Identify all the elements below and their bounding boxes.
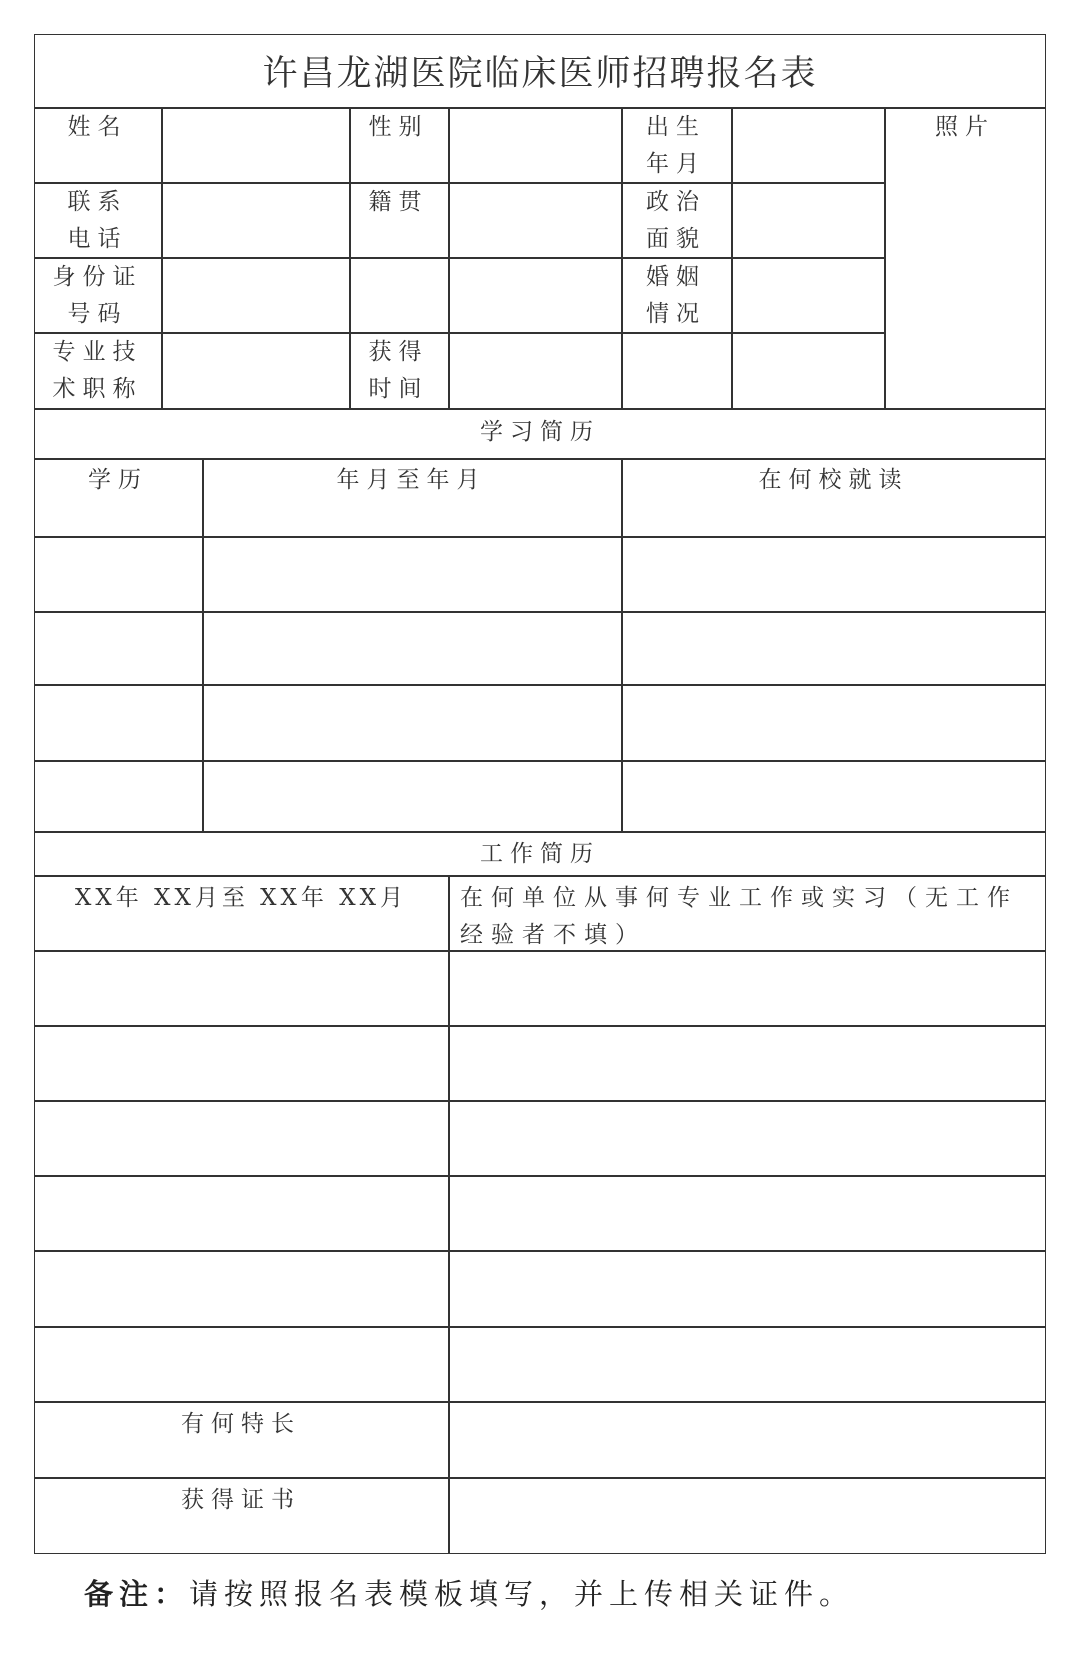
phone-field[interactable]	[162, 183, 349, 257]
form-title: 许昌龙湖医院临床医师招聘报名表	[262, 54, 818, 94]
marital-status-field[interactable]	[733, 258, 884, 332]
obtained-time-label: 获得 时间	[368, 339, 429, 402]
obtained-time-field[interactable]	[450, 333, 621, 408]
gender-field[interactable]	[450, 108, 621, 182]
birth-date-field[interactable]	[733, 108, 884, 182]
photo-field[interactable]	[885, 183, 1046, 408]
note-text: 请按照报名表模板填写，并上传相关证件。	[189, 1577, 855, 1611]
education-row[interactable]	[34, 761, 1046, 831]
certificates-label: 获得证书	[181, 1487, 301, 1513]
professional-title-field[interactable]	[162, 333, 349, 408]
education-school-header: 在何校就读	[758, 467, 909, 493]
work-period-header: XX年 XX月至 XX年 XX月	[75, 885, 407, 911]
registration-form	[34, 34, 1046, 1554]
work-section-title: 工作简历	[480, 841, 600, 867]
education-degree-header: 学历	[88, 467, 148, 493]
work-row[interactable]	[34, 1251, 1046, 1326]
specialty-field[interactable]	[450, 1402, 1046, 1477]
divider	[34, 831, 1046, 833]
political-status-field[interactable]	[733, 183, 884, 257]
work-row[interactable]	[34, 1101, 1046, 1175]
name-label: 姓名	[67, 114, 128, 140]
professional-title-label: 专业技 术职称	[52, 339, 143, 402]
education-section-title: 学习简历	[480, 419, 600, 445]
education-row[interactable]	[34, 612, 1046, 684]
photo-label: 照片	[935, 114, 995, 140]
specialty-label: 有何特长	[181, 1411, 301, 1437]
work-row[interactable]	[34, 1327, 1046, 1401]
footer-note	[84, 1572, 854, 1613]
native-place-label: 籍贯	[368, 189, 429, 215]
work-row[interactable]	[34, 1026, 1046, 1100]
political-status-label: 政治 面貌	[646, 189, 706, 252]
work-row[interactable]	[34, 1176, 1046, 1250]
divider	[34, 408, 1046, 410]
birth-date-label: 出生 年月	[646, 114, 706, 177]
phone-label: 联系 电话	[67, 189, 128, 252]
education-row[interactable]	[34, 537, 1046, 611]
education-row[interactable]	[34, 685, 1046, 760]
divider	[34, 875, 1046, 877]
divider	[34, 458, 1046, 460]
marital-status-label: 婚姻 情况	[646, 264, 706, 327]
work-unit-header: 在何单位从事何专业工作或实习（无工作经验者不填）	[460, 885, 1018, 948]
work-row[interactable]	[34, 951, 1046, 1025]
id-number-label: 身份证 号码	[52, 264, 143, 327]
note-prefix: 备注：	[84, 1577, 190, 1611]
certificates-field[interactable]	[450, 1478, 1046, 1554]
native-place-field[interactable]	[450, 183, 621, 257]
gender-label: 性别	[368, 114, 429, 140]
id-number-field[interactable]	[162, 258, 621, 332]
name-field[interactable]	[162, 108, 349, 182]
education-period-header: 年月至年月	[336, 467, 487, 493]
